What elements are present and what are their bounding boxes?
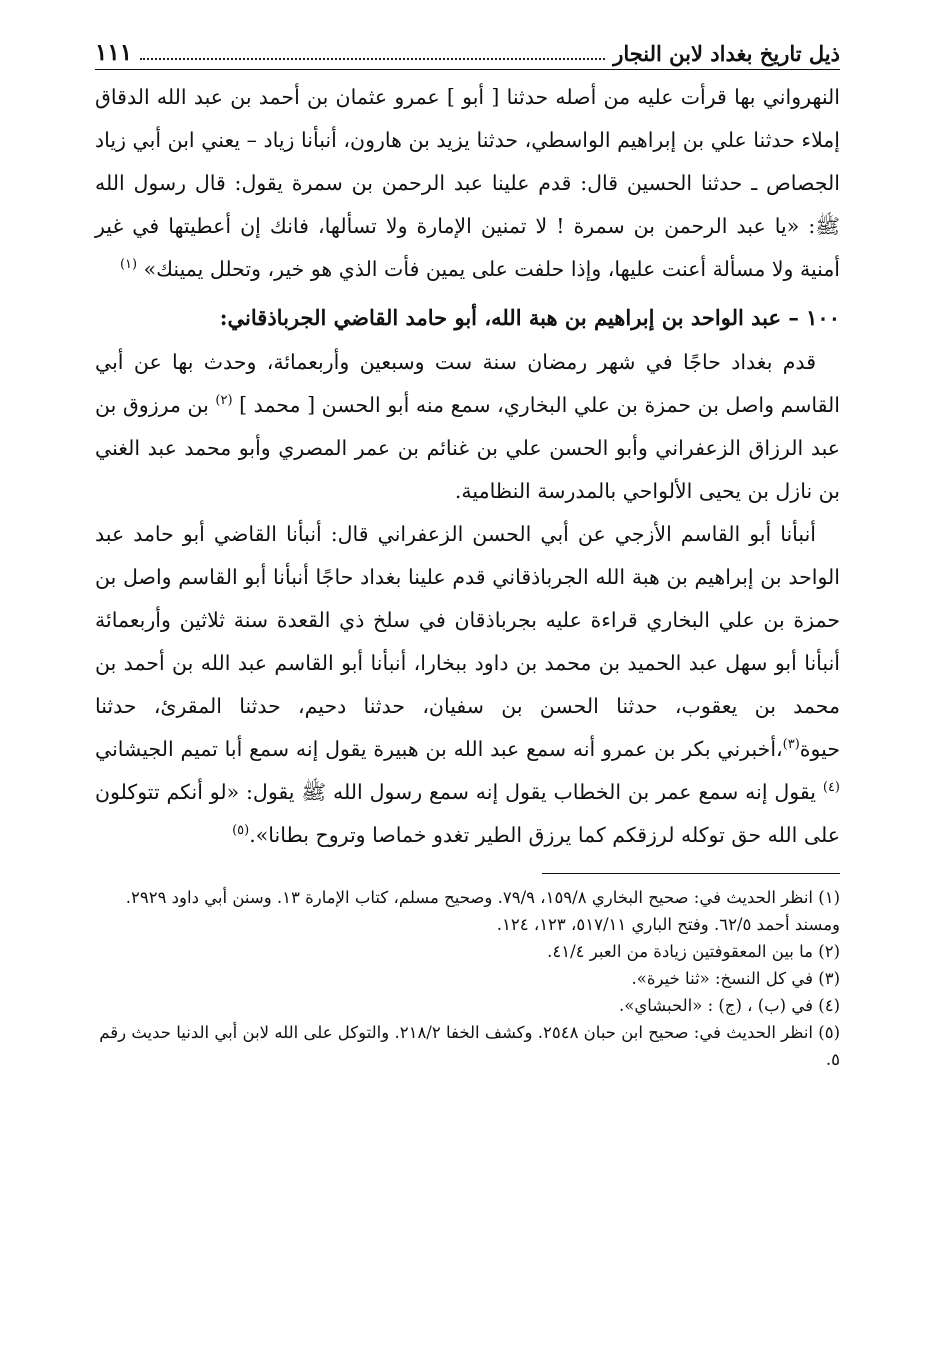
footnote-4: (٤) في (ب) ، (ج) : «الحبشاي». [618, 996, 840, 1015]
footnote-2: (٢) ما بين المعقوفتين زيادة من العبر ٤١/٤. [547, 942, 840, 961]
entry-heading: ١٠٠ – عبد الواحد بن إبراهيم بن هبة الله، أبو حامد القاضي الجرباذقاني: [219, 305, 840, 330]
entry-paragraph-1 [95, 341, 840, 513]
entry-paragraph-2-part-3: يقول إنه سمع عمر بن الخطاب يقول إنه سمع رسول الله ﷺ يقول: «لو أنكم تتوكلون على الله حق توكله لرزقكم كما يرزق الطير تغدو خماصا وتروح بطانا». [95, 780, 840, 847]
entry-paragraph-1-part-1: قدم بغداد حاجًا في شهر رمضان سنة ست وسبعين وأربعمائة، وحدث بها عن أبي القاسم واصل بن حمزة بن علي البخاري، سمع منه أبو الحسن [ محمد ] [95, 350, 840, 417]
footnote-ref-2: (٢) [215, 393, 233, 409]
footnote-ref-5: (٥) [232, 823, 250, 839]
footnotes [95, 884, 840, 1073]
footnote-3: (٣) في كل النسخ: «ثنا خيرة». [631, 969, 840, 988]
entry-paragraph-1-part-2: بن مرزوق بن عبد الرزاق الزعفراني وأبو الحسن علي بن غنائم بن عمر المصري وأبو محمد عبد الغني بن نازل بن يحيى الألواحي بالمدرسة النظامية. [95, 393, 840, 503]
header-dot-leader [140, 58, 605, 60]
entry-paragraph-2-part-2: ،أخبرني بكر بن عمرو أنه سمع عبد الله بن هبيرة يقول إنه سمع أبا تميم الجيشاني [95, 737, 783, 761]
footnote-1: (١) انظر الحديث في: صحيح البخاري ١٥٩/٨، ٧٩/٩. وصحيح مسلم، كتاب الإمارة ١٣. وسنن أبي داود ٢٩٢٩. ومسند أحمد ٦٢/٥. وفتح الباري ٥١٧/١١، ١٢٣، ١٢٤. [125, 888, 840, 934]
page-number: ١١١ [95, 39, 133, 66]
running-title: ذيل تاريخ بغداد لابن النجار [613, 41, 840, 66]
footnote-ref-4: (٤) [822, 780, 840, 796]
main-text [95, 76, 840, 857]
footnote-ref-1: (١) [119, 257, 138, 273]
continued-paragraph-text: النهرواني بها قرأت عليه من أصله حدثنا [ أبو ] عمرو عثمان بن أحمد بن عبد الله الدقاق إملاء حدثنا علي بن إبراهيم الواسطي، حدثنا يزيد بن هارون، أنبأنا زياد – يعني ابن أبي زياد الجصاص ـ حدثنا الحسين قال: قدم علينا عبد الرحمن بن سمرة يقول: قال رسول الله ﷺ: «يا عبد الرحمن بن سمرة ! لا تمنين الإمارة ولا تسألها، فانك إن أعطيتها في غير أمنية ولا مسألة أعنت عليها، وإذا حلفت على يمين فأت الذي هو خير، وتحلل يمينك» [95, 85, 840, 281]
continued-paragraph [95, 76, 840, 291]
book-page [95, 28, 840, 1073]
entry-paragraph-2-part-1: أنبأنا أبو القاسم الأزجي عن أبي الحسن الزعفراني قال: أنبأنا القاضي أبو حامد عبد الواحد بن إبراهيم بن هبة الله الجرباذقاني قدم علينا بغداد حاجًا أنبأنا أبو القاسم واصل بن حمزة بن علي البخاري قراءة عليه بجرباذقان في سلخ ذي القعدة سنة ثلاثين وأربعمائة أنبأنا أبو سهل عبد الحميد بن محمد بن داود ببخارا، أنبأنا أبو القاسم عبد الله بن أحمد بن محمد بن يعقوب، حدثنا الحسن بن سفيان، حدثنا دحيم، حدثنا المقرئ، حدثنا حيوة [95, 522, 840, 761]
page-header [95, 28, 840, 70]
footnote-separator [542, 873, 840, 874]
footnote-ref-3: (٣) [782, 737, 800, 753]
footnote-5: (٥) انظر الحديث في: صحيح ابن حبان ٢٥٤٨. وكشف الخفا ٢١٨/٢. والتوكل على الله لابن أبي الدنيا حديث رقم ٥. [99, 1023, 840, 1069]
entry-paragraph-2 [95, 513, 840, 857]
